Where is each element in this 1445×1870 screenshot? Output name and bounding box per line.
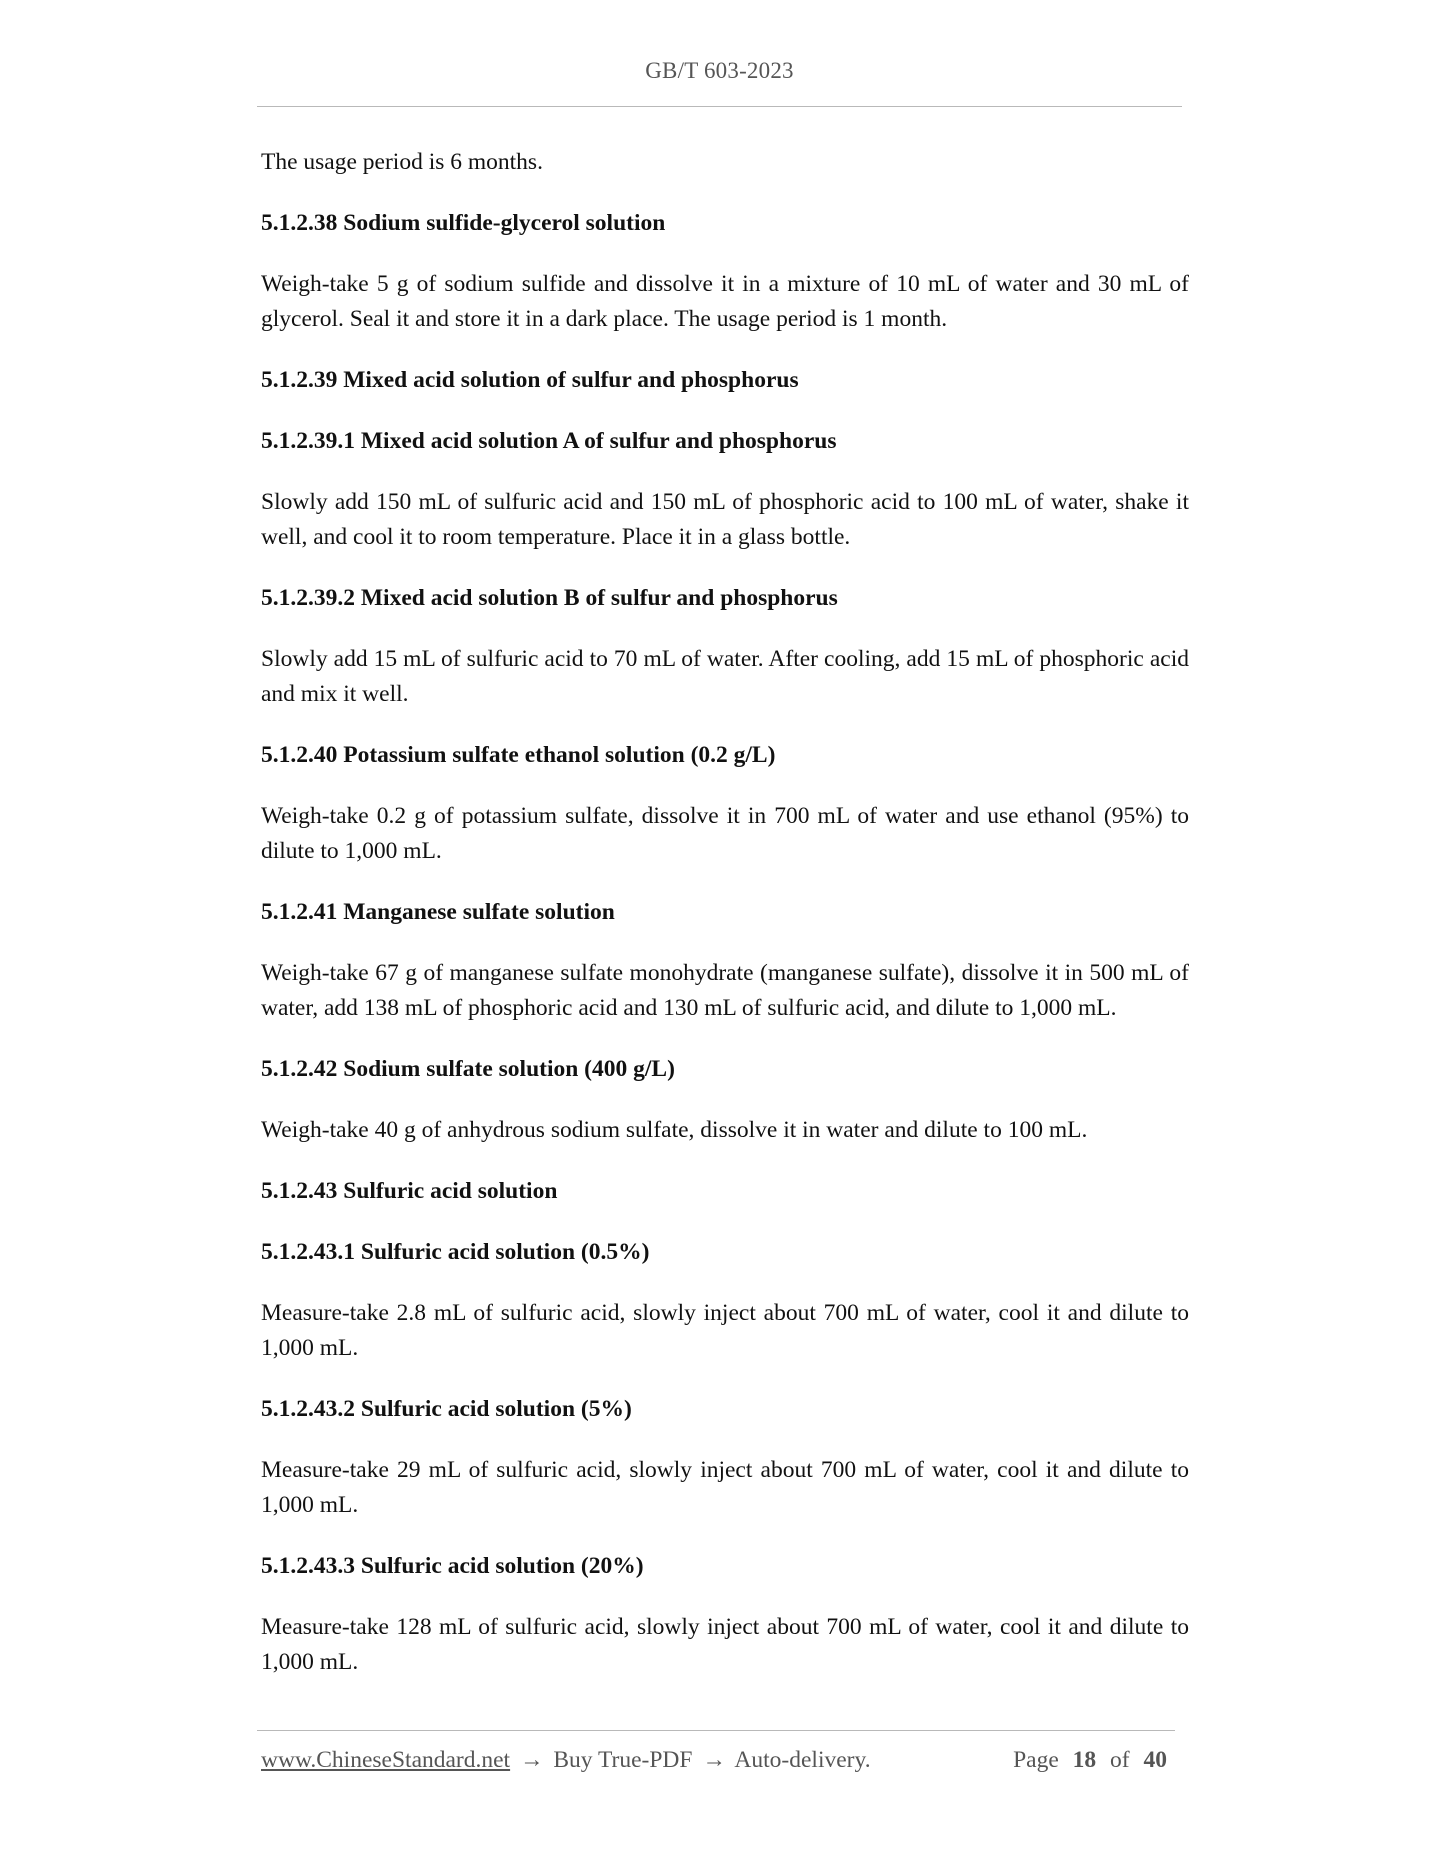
arrow-right-icon: →	[702, 1747, 726, 1773]
heading-5-1-2-41: 5.1.2.41 Manganese sulfate solution	[261, 899, 615, 925]
page-indicator	[1013, 1747, 1175, 1774]
of-label: of	[1110, 1747, 1130, 1773]
footer-promo	[261, 1747, 871, 1774]
heading-5-1-2-39-1: 5.1.2.39.1 Mixed acid solution A of sulfur and phosphorus	[261, 428, 837, 454]
paragraph-5-1-2-38: Weigh-take 5 g of sodium sulfide and dissolve it in a mixture of 10 mL of water and 30 mL of glycerol. Seal it and store it in a dark place. The usage period is 1 month.	[261, 271, 1189, 332]
paragraph-5-1-2-43-3: Measure-take 128 mL of sulfuric acid, slowly inject about 700 mL of water, cool it and dilute to 1,000 mL.	[261, 1614, 1189, 1675]
heading-5-1-2-42: 5.1.2.42 Sodium sulfate solution (400 g/L)	[261, 1056, 675, 1082]
arrow-right-icon: →	[519, 1747, 544, 1773]
heading-5-1-2-39: 5.1.2.39 Mixed acid solution of sulfur and phosphorus	[261, 367, 799, 393]
heading-5-1-2-40: 5.1.2.40 Potassium sulfate ethanol solution (0.2 g/L)	[261, 742, 776, 768]
page-header-title: GB/T 603-2023	[645, 58, 794, 83]
heading-5-1-2-39-2: 5.1.2.39.2 Mixed acid solution B of sulfur and phosphorus	[261, 585, 838, 611]
heading-5-1-2-43-3: 5.1.2.43.3 Sulfuric acid solution (20%)	[261, 1553, 644, 1579]
paragraph-5-1-2-41: Weigh-take 67 g of manganese sulfate monohydrate (manganese sulfate), dissolve it in 500 mL of water, add 138 mL of phosphoric acid and 130 mL of sulfuric acid, and dilute to 1,000 mL.	[261, 960, 1189, 1021]
paragraph-5-1-2-43-2: Measure-take 29 mL of sulfuric acid, slowly inject about 700 mL of water, cool it and dilute to 1,000 mL.	[261, 1457, 1189, 1518]
heading-5-1-2-43: 5.1.2.43 Sulfuric acid solution	[261, 1178, 558, 1204]
current-page-number: 18	[1072, 1747, 1097, 1773]
paragraph-usage-period: The usage period is 6 months.	[261, 149, 543, 175]
buy-true-pdf-text: Buy True-PDF	[553, 1747, 693, 1773]
page-footer	[261, 1747, 1175, 1781]
website-link[interactable]: www.ChineseStandard.net	[261, 1747, 511, 1773]
paragraph-5-1-2-43-1: Measure-take 2.8 mL of sulfuric acid, slowly inject about 700 mL of water, cool it and dilute to 1,000 mL.	[261, 1300, 1189, 1361]
total-pages-number: 40	[1143, 1747, 1167, 1773]
heading-5-1-2-43-2: 5.1.2.43.2 Sulfuric acid solution (5%)	[261, 1396, 632, 1422]
header-divider	[257, 106, 1182, 107]
document-body	[261, 145, 1189, 1706]
paragraph-5-1-2-42: Weigh-take 40 g of anhydrous sodium sulfate, dissolve it in water and dilute to 100 mL.	[261, 1117, 1088, 1143]
footer-divider	[257, 1730, 1175, 1731]
paragraph-5-1-2-40: Weigh-take 0.2 g of potassium sulfate, dissolve it in 700 mL of water and use ethanol (95%) to dilute to 1,000 mL.	[261, 803, 1189, 864]
page-label: Page	[1013, 1747, 1059, 1773]
auto-delivery-text: Auto-delivery.	[734, 1747, 871, 1773]
paragraph-5-1-2-39-2: Slowly add 15 mL of sulfuric acid to 70 mL of water. After cooling, add 15 mL of phosphoric acid and mix it well.	[261, 646, 1189, 707]
paragraph-5-1-2-39-1: Slowly add 150 mL of sulfuric acid and 150 mL of phosphoric acid to 100 mL of water, shake it well, and cool it to room temperature. Place it in a glass bottle.	[261, 489, 1189, 550]
heading-5-1-2-43-1: 5.1.2.43.1 Sulfuric acid solution (0.5%)	[261, 1239, 650, 1265]
heading-5-1-2-38: 5.1.2.38 Sodium sulfide-glycerol solution	[261, 210, 666, 236]
